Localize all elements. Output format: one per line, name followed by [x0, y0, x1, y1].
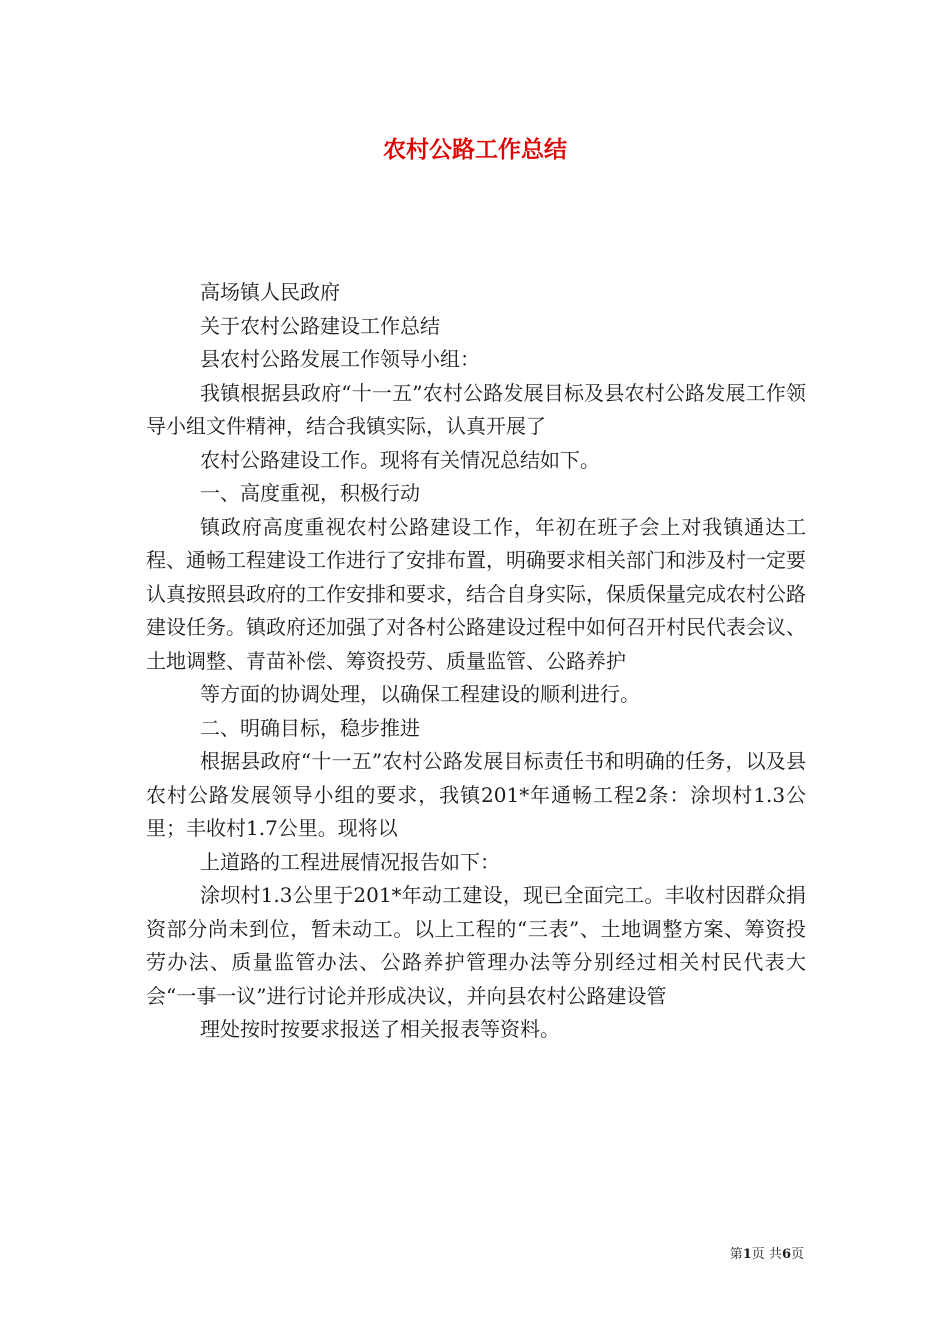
- footer-prefix: 第: [729, 1247, 743, 1262]
- paragraph-progress-cont: 理处按时按要求报送了相关报表等资料。: [200, 1017, 560, 1041]
- page-footer: [730, 1246, 804, 1264]
- section-heading-2: 二、明确目标，稳步推进: [200, 715, 420, 740]
- paragraph-subject: 关于农村公路建设工作总结: [200, 313, 440, 338]
- paragraph-intro-cont: 农村公路建设工作。现将有关情况总结如下。: [200, 447, 600, 472]
- paragraph-section-2: 根据县政府“十一五”农村公路发展目标责任书和明确的任务，以及县农村公路发展领导小组的要求，我镇201*年通畅工程2条：涂坝村1.3公里；丰收村1.7公里。现将以: [146, 749, 806, 840]
- document-body: [146, 276, 806, 1047]
- footer-middle: 页 共: [751, 1247, 782, 1262]
- document-title: 农村公路工作总结: [383, 136, 567, 163]
- paragraph-section-2-cont: 上道路的工程进展情况报告如下：: [200, 849, 500, 874]
- paragraph-recipient-org: 高场镇人民政府: [200, 280, 340, 304]
- paragraph-section-1-cont: 等方面的协调处理，以确保工程建设的顺利进行。: [200, 682, 640, 706]
- footer-suffix: 页: [790, 1247, 804, 1262]
- paragraph-salutation: 县农村公路发展工作领导小组：: [200, 347, 480, 371]
- paragraph-progress: 涂坝村1.3公里于201*年动工建设，现已全面完工。丰收村因群众捐资部分尚未到位，暂未动工。以上工程的“三表”、土地调整方案、筹资投劳办法、质量监管办法、公路养护管理办法等分别经过相关村民代表大会“一事一议”进行讨论并形成决议，并向县农村公路建设管: [146, 883, 806, 1008]
- paragraph-section-1: 镇政府高度重视农村公路建设工作，年初在班子会上对我镇通达工程、通畅工程建设工作进行了安排布置，明确要求相关部门和涉及村一定要认真按照县政府的工作安排和要求，结合自身实际，保质保量完成农村公路建设任务。镇政府还加强了对各村公路建设过程中如何召开村民代表会议、土地调整、青苗补偿、筹资投劳、质量监管、公路养护: [146, 514, 806, 673]
- section-heading-1: 一、高度重视，积极行动: [200, 481, 420, 505]
- footer-current-page: 1: [742, 1247, 752, 1262]
- paragraph-intro: 我镇根据县政府“十一五”农村公路发展目标及县农村公路发展工作领导小组文件精神，结合我镇实际，认真开展了: [146, 380, 806, 438]
- footer-total-pages: 6: [781, 1247, 791, 1262]
